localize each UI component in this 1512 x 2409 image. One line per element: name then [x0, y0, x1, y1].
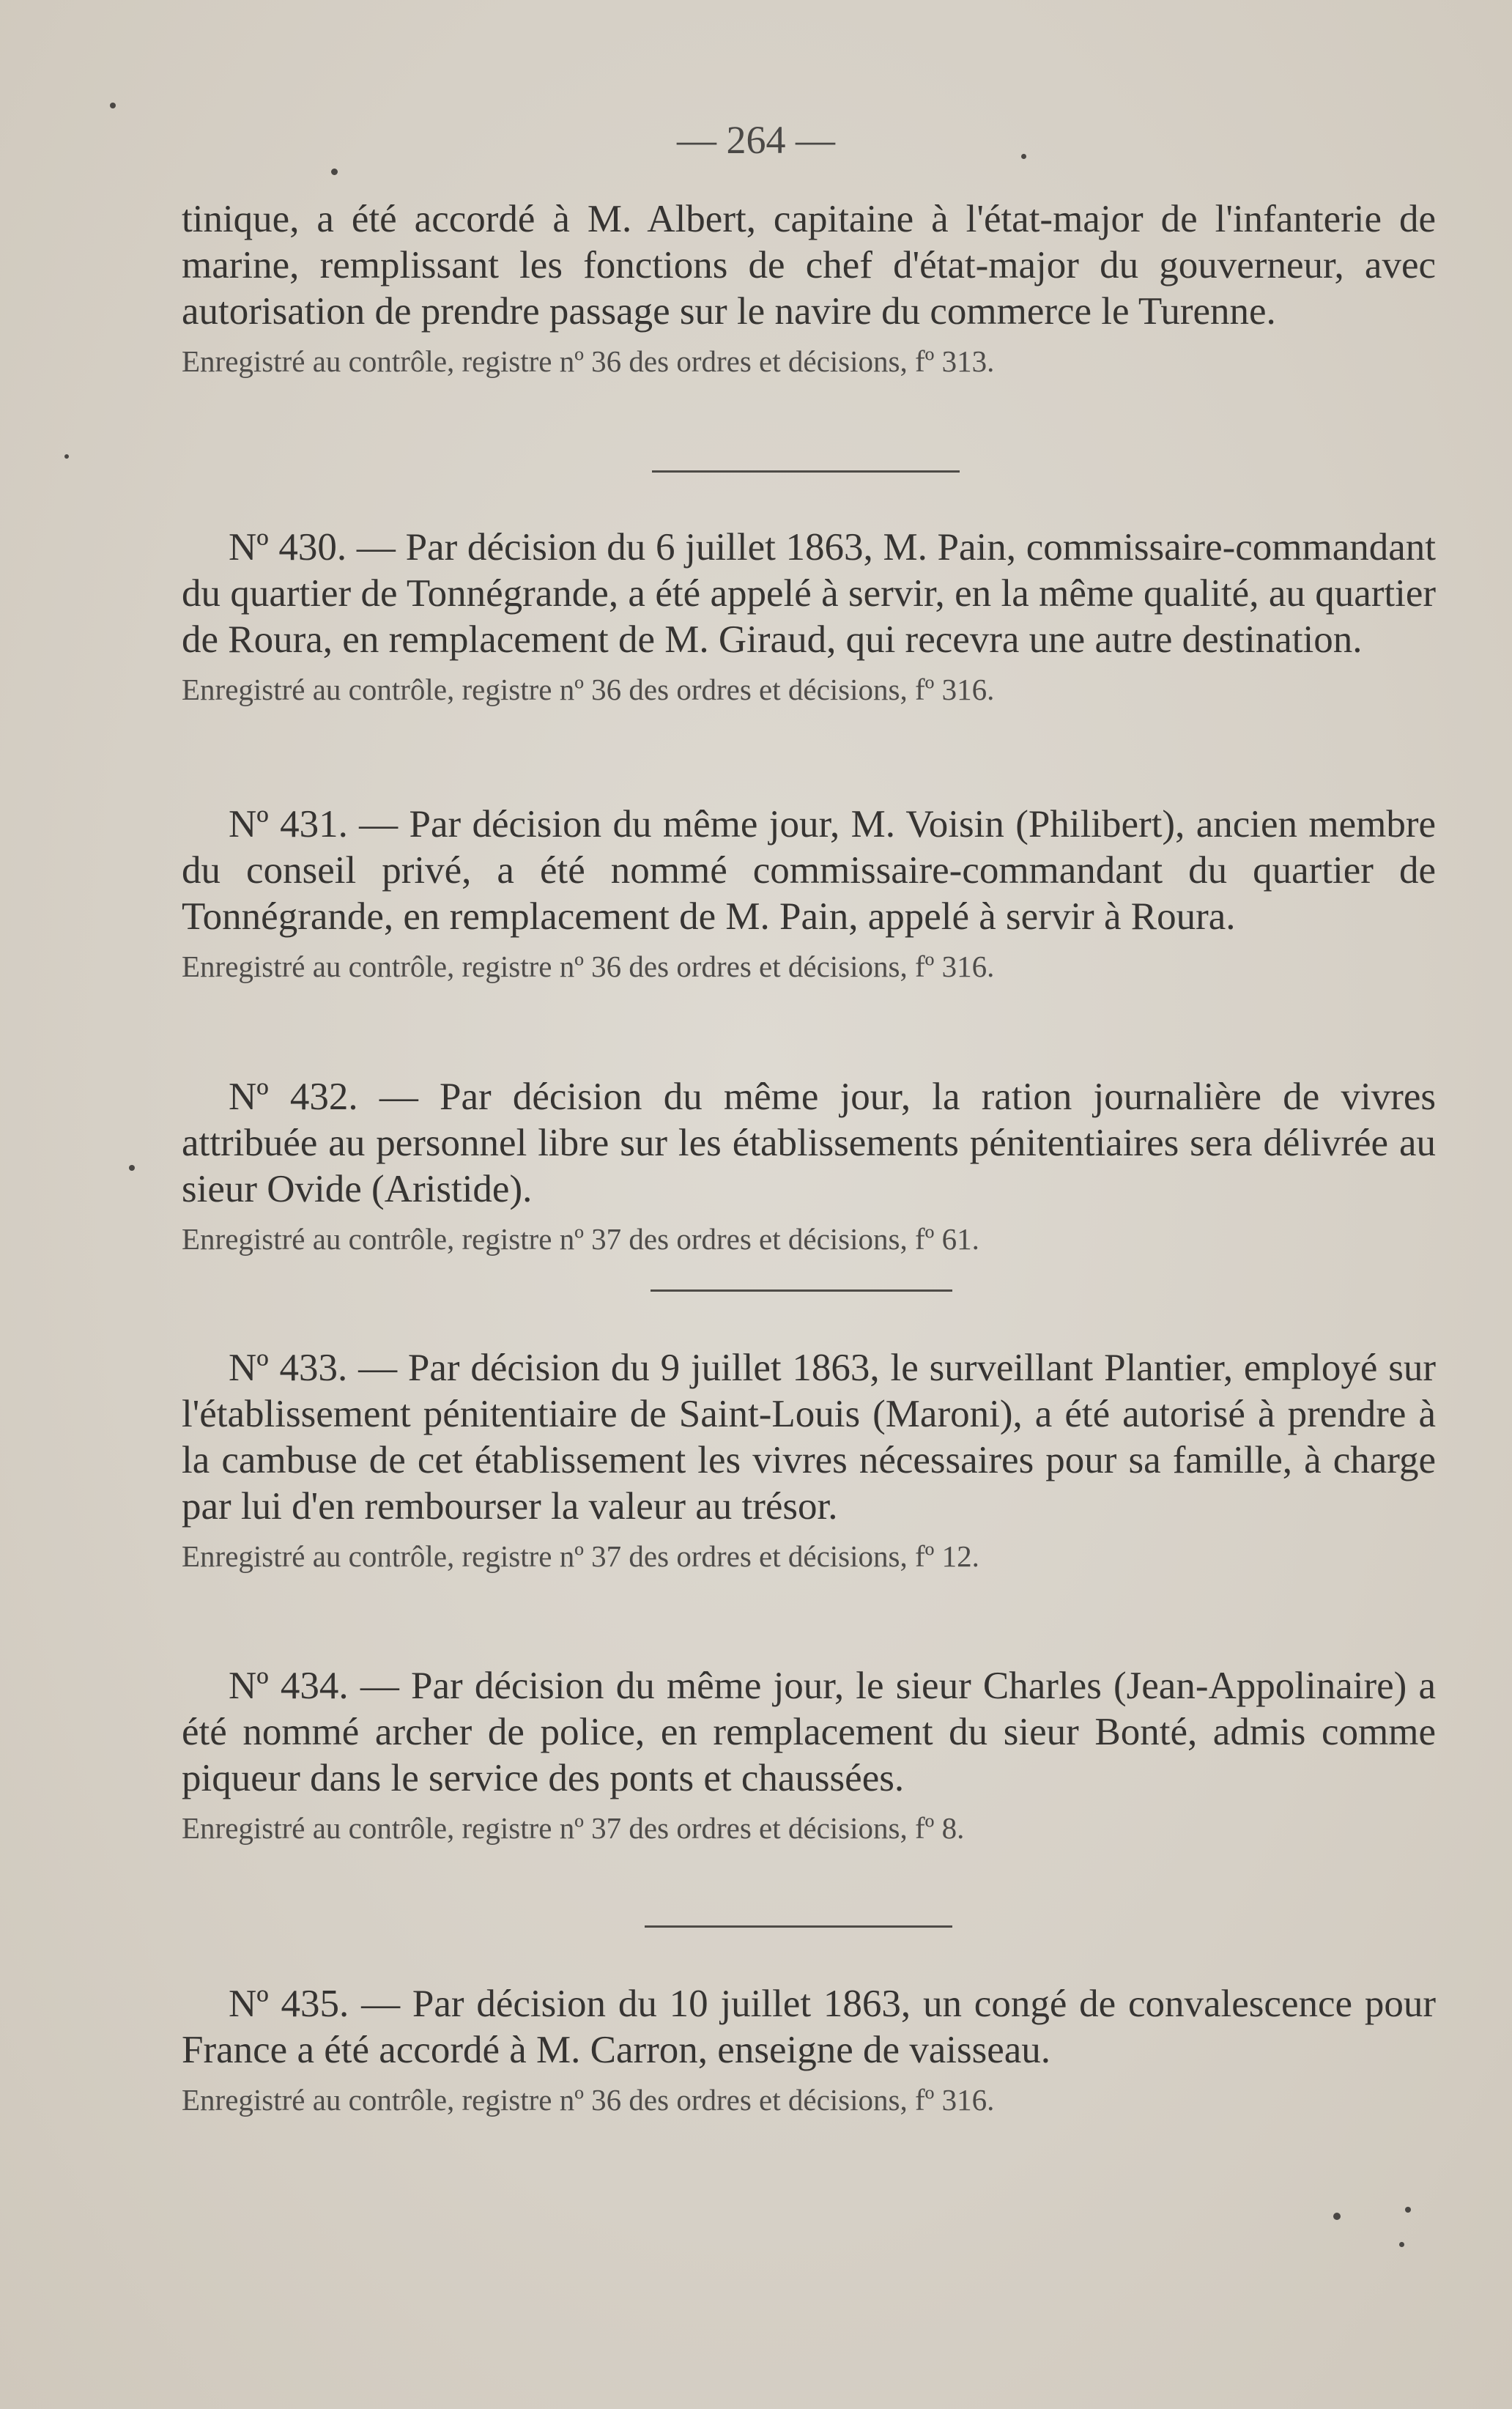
separator-rule [652, 470, 960, 473]
entry-continuation [182, 196, 1436, 380]
entry-text: Nº 433. — Par décision du 9 juillet 1863, le surveillant Plantier, employé sur l'établissement pénitentiaire de Saint-Louis (Maroni), a été autorisé à prendre à la cambuse de cet établissement les vivres nécessaires pour sa famille, à charge par lui d'en rembourser la valeur au trésor. [182, 1347, 1436, 1528]
separator-rule [645, 1925, 952, 1928]
registration-note: Enregistré au contrôle, registre nº 37 des ordres et décisions, fº 8. [182, 1811, 965, 1845]
paper-speck [1333, 2213, 1341, 2220]
entry-text: Nº 435. — Par décision du 10 juillet 1863, un congé de convalescence pour France a été accordé à M. Carron, enseigne de vaisseau. [182, 1983, 1436, 2071]
entry-text: Nº 430. — Par décision du 6 juillet 1863, M. Pain, commissaire-commandant du quartier de Tonnégrande, a été appelé à servir, en la même qualité, au quartier de Roura, en remplacement de M. Giraud, qui recevra une autre destination. [182, 526, 1436, 661]
entry-434 [182, 1663, 1436, 1847]
entry-433 [182, 1345, 1436, 1575]
entry-text: tinique, a été accordé à M. Albert, capitaine à l'état-major de l'infanterie de marine, remplissant les fonctions de chef d'état-major du gouverneur, avec autorisation de prendre passage sur le navire du commerce le Turenne. [182, 198, 1436, 333]
page-number: — 264 — [677, 118, 835, 162]
paper-speck [64, 454, 69, 459]
entry-text: Nº 434. — Par décision du même jour, le sieur Charles (Jean-Appolinaire) a été nommé archer de police, en remplacement du sieur Bonté, admis comme piqueur dans le service des ponts et chaussées. [182, 1665, 1436, 1799]
paper-speck [1405, 2207, 1411, 2213]
paper-speck [129, 1165, 135, 1171]
entry-432 [182, 1074, 1436, 1258]
entry-431 [182, 802, 1436, 985]
paper-speck [331, 169, 338, 175]
paper-speck [110, 103, 116, 108]
entry-text: Nº 431. — Par décision du même jour, M. Voisin (Philibert), ancien membre du conseil privé, a été nommé commissaire-commandant du quartier de Tonnégrande, en remplacement de M. Pain, appelé à servir à Roura. [182, 803, 1436, 938]
paper-speck [1399, 2242, 1404, 2247]
entry-text: Nº 432. — Par décision du même jour, la ration journalière de vivres attribuée au personnel libre sur les établissements pénitentiaires sera délivrée au sieur Ovide (Aristide). [182, 1076, 1436, 1210]
paper-speck [1021, 154, 1026, 159]
registration-note: Enregistré au contrôle, registre nº 36 des ordres et décisions, fº 316. [182, 673, 995, 706]
registration-note: Enregistré au contrôle, registre nº 36 des ordres et décisions, fº 313. [182, 344, 995, 378]
registration-note: Enregistré au contrôle, registre nº 37 des ordres et décisions, fº 61. [182, 1222, 979, 1256]
registration-note: Enregistré au contrôle, registre nº 37 des ordres et décisions, fº 12. [182, 1539, 979, 1573]
registration-note: Enregistré au contrôle, registre nº 36 des ordres et décisions, fº 316. [182, 950, 995, 983]
entry-435 [182, 1981, 1436, 2119]
separator-rule [651, 1289, 952, 1292]
entry-430 [182, 525, 1436, 708]
registration-note: Enregistré au contrôle, registre nº 36 des ordres et décisions, fº 316. [182, 2083, 995, 2117]
